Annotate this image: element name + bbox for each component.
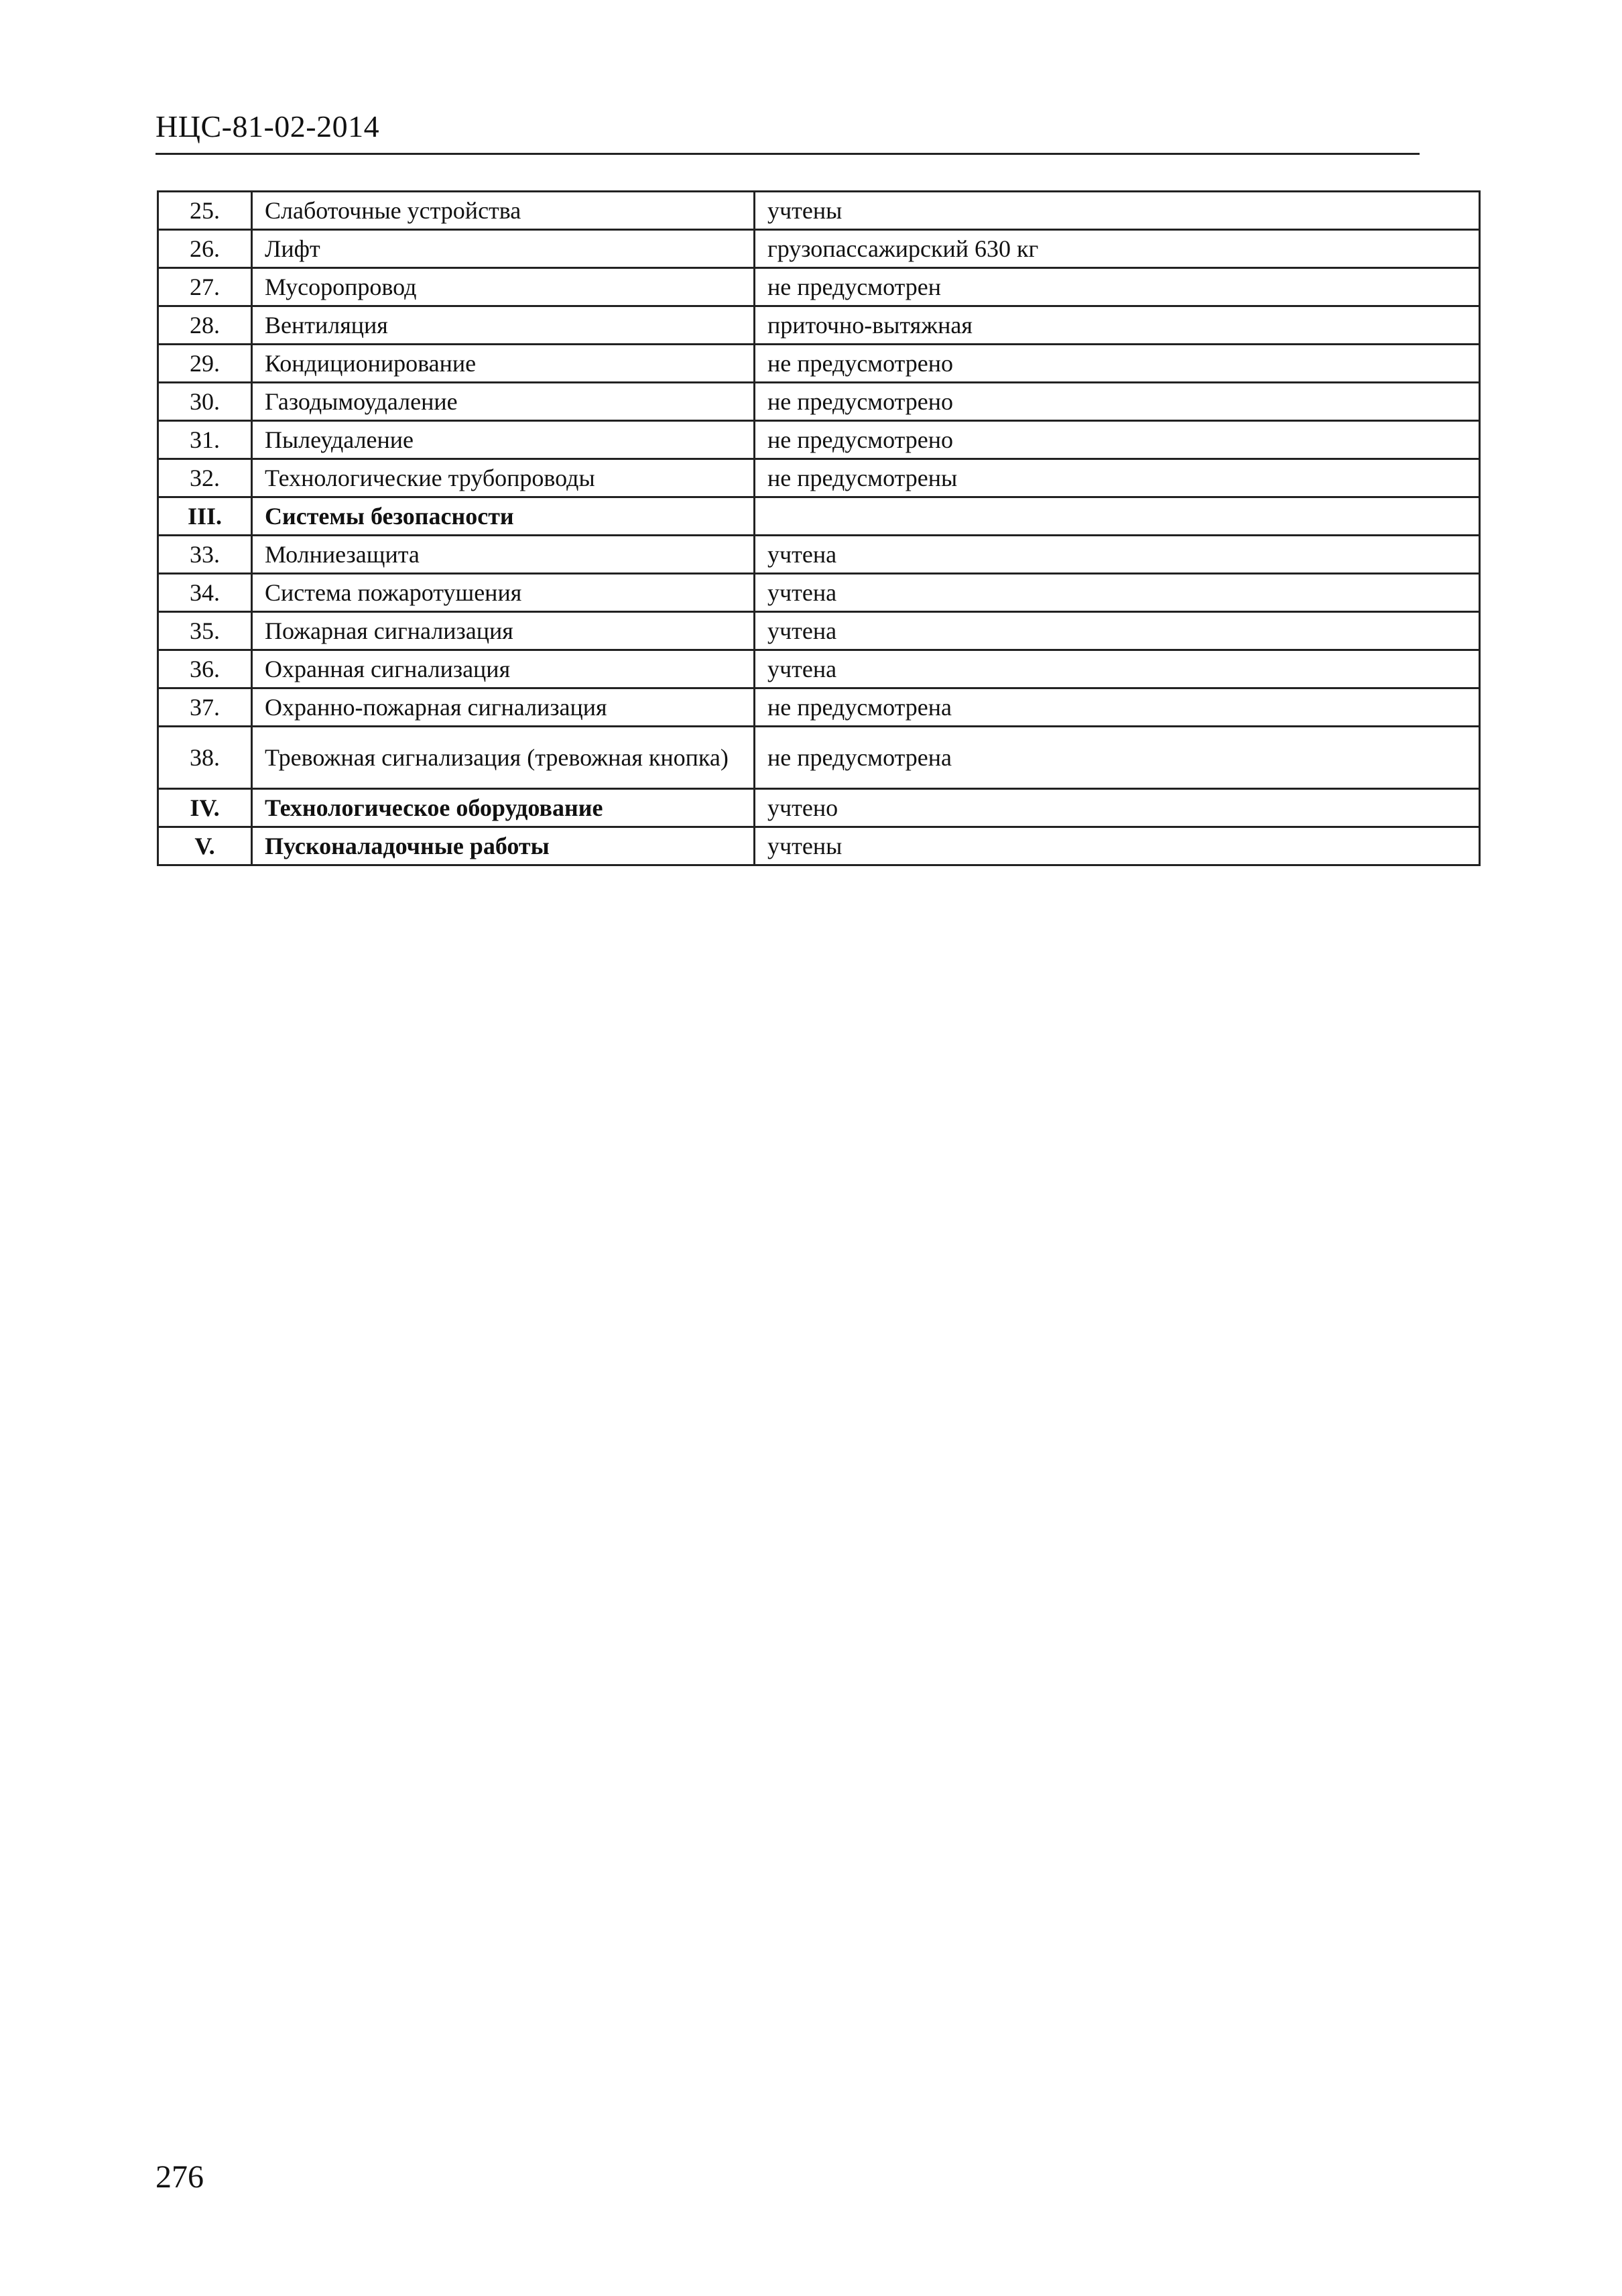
section-number: IV. — [158, 789, 252, 827]
row-name: Мусоропровод — [252, 268, 755, 306]
row-value: не предусмотрено — [755, 383, 1480, 421]
row-value: грузопассажирский 630 кг — [755, 230, 1480, 268]
row-value: не предусмотрено — [755, 421, 1480, 459]
table-row — [158, 306, 1480, 345]
row-name: Охранно-пожарная сигнализация — [252, 688, 755, 727]
row-value: учтена — [755, 574, 1480, 612]
row-number: 27. — [158, 268, 252, 306]
document-header — [155, 106, 1420, 155]
table-row — [158, 612, 1480, 650]
row-number: 35. — [158, 612, 252, 650]
section-row — [158, 789, 1480, 827]
row-value: не предусмотрено — [755, 345, 1480, 383]
row-value: учтена — [755, 536, 1480, 574]
table-row — [158, 727, 1480, 789]
row-value: приточно-вытяжная — [755, 306, 1480, 345]
table-row — [158, 574, 1480, 612]
row-name: Лифт — [252, 230, 755, 268]
table-row — [158, 536, 1480, 574]
page-number: 276 — [155, 2159, 204, 2195]
row-value: не предусмотрены — [755, 459, 1480, 497]
row-number: 25. — [158, 192, 252, 230]
row-name: Вентиляция — [252, 306, 755, 345]
table-row — [158, 383, 1480, 421]
row-number: 36. — [158, 650, 252, 688]
row-name: Слаботочные устройства — [252, 192, 755, 230]
row-name: Система пожаротушения — [252, 574, 755, 612]
section-title: Системы безопасности — [252, 497, 755, 536]
row-number: 33. — [158, 536, 252, 574]
row-value: учтены — [755, 192, 1480, 230]
table-row — [158, 345, 1480, 383]
section-number: V. — [158, 827, 252, 865]
row-value: учтена — [755, 612, 1480, 650]
row-number: 31. — [158, 421, 252, 459]
table-row — [158, 230, 1480, 268]
row-number: 32. — [158, 459, 252, 497]
row-value: не предусмотрена — [755, 688, 1480, 727]
table-row — [158, 459, 1480, 497]
table-row — [158, 421, 1480, 459]
table-row — [158, 688, 1480, 727]
document-code: НЦС-81-02-2014 — [155, 109, 380, 143]
table-row — [158, 268, 1480, 306]
row-value: учтена — [755, 650, 1480, 688]
section-row — [158, 497, 1480, 536]
section-number: III. — [158, 497, 252, 536]
row-number: 28. — [158, 306, 252, 345]
table-row — [158, 192, 1480, 230]
row-number: 34. — [158, 574, 252, 612]
row-number: 29. — [158, 345, 252, 383]
row-number: 26. — [158, 230, 252, 268]
row-name: Газодымоудаление — [252, 383, 755, 421]
row-number: 37. — [158, 688, 252, 727]
section-value: учтено — [755, 789, 1480, 827]
table-row — [158, 650, 1480, 688]
row-name: Охранная сигнализация — [252, 650, 755, 688]
section-value: учтены — [755, 827, 1480, 865]
row-value: не предусмотрена — [755, 727, 1480, 789]
row-number: 30. — [158, 383, 252, 421]
section-value — [755, 497, 1480, 536]
row-name: Молниезащита — [252, 536, 755, 574]
specification-table — [157, 190, 1481, 866]
section-title: Пусконаладочные работы — [252, 827, 755, 865]
section-title: Технологическое оборудование — [252, 789, 755, 827]
row-name: Пылеудаление — [252, 421, 755, 459]
row-name: Технологические трубопроводы — [252, 459, 755, 497]
row-name: Пожарная сигнализация — [252, 612, 755, 650]
row-value: не предусмотрен — [755, 268, 1480, 306]
section-row — [158, 827, 1480, 865]
row-name: Тревожная сигнализация (тревожная кнопка) — [252, 727, 755, 789]
row-number: 38. — [158, 727, 252, 789]
row-name: Кондиционирование — [252, 345, 755, 383]
